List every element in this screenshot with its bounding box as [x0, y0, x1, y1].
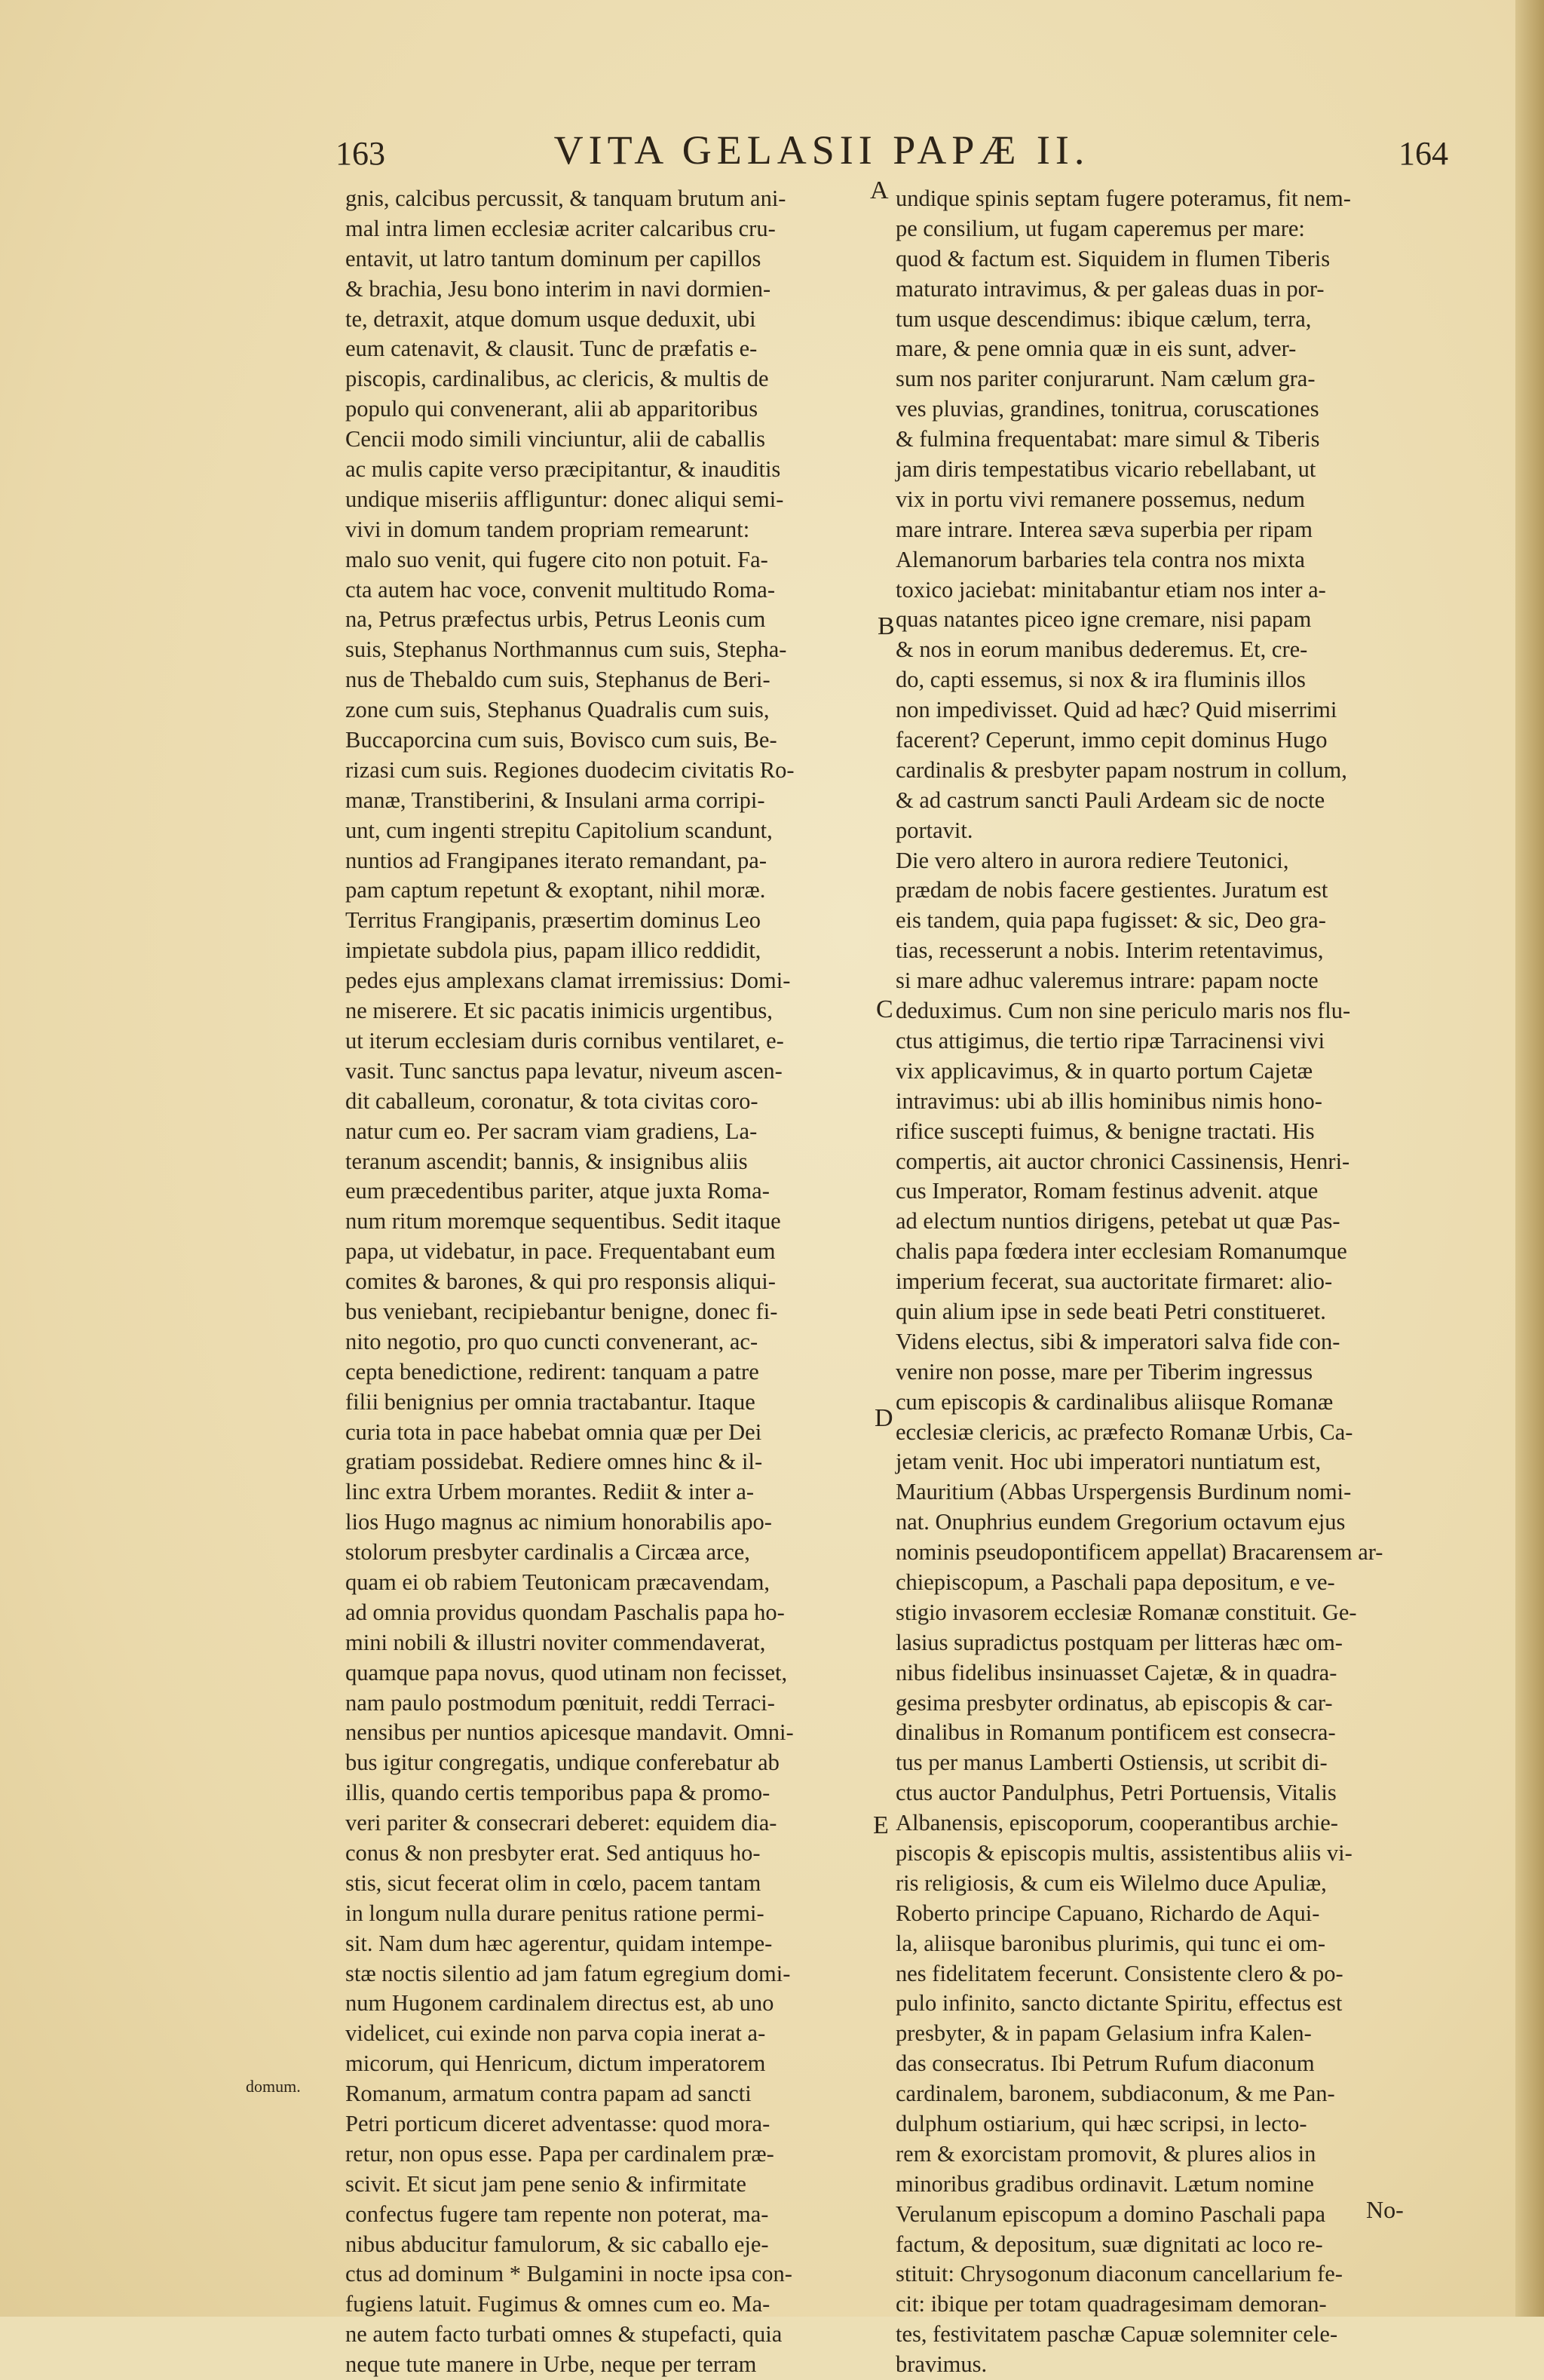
margin-note: domum. — [246, 2077, 301, 2096]
text-line: nensibus per nuntios apicesque mandavit. Omni- — [345, 1719, 794, 1746]
text-line: ecclesiæ clericis, ac præfecto Romanæ Urbis, Ca- — [896, 1418, 1353, 1445]
text-line: nibus abducitur famulorum, & sic caballo eje- — [345, 2231, 769, 2257]
text-line: bus igitur congregatis, undique conferebatur ab — [345, 1750, 780, 1776]
text-line: das consecratus. Ibi Petrum Rufum diaconum — [896, 2050, 1315, 2077]
text-line: & ad castrum sancti Pauli Ardeam sic de nocte — [896, 787, 1325, 813]
section-marker-c: C — [876, 995, 893, 1023]
text-line: ne miserere. Et sic pacatis inimicis urgentibus, — [345, 998, 773, 1024]
text-line: mare intrare. Interea sæva superbia per ripam — [896, 516, 1313, 542]
text-line: & nos in eorum manibus dederemus. Et, cre- — [896, 636, 1308, 663]
text-line: la, aliisque baronibus plurimis, qui tunc ei om- — [896, 1930, 1326, 1956]
running-header: VITA GELASII PAPÆ II. — [553, 127, 1090, 173]
text-line: intravimus: ubi ab illis hominibus nimis hono- — [896, 1087, 1322, 1114]
text-line: cepta benedictione, redirent: tanquam a patre — [345, 1358, 759, 1385]
text-line: dinalibus in Romanum pontificem est consecra- — [896, 1719, 1336, 1746]
text-line: facerent? Ceperunt, immo cepit dominus Hugo — [896, 727, 1328, 753]
text-line: neque tute manere in Urbe, neque per terram — [345, 2351, 757, 2378]
text-line: entavit, ut latro tantum dominum per capillos — [345, 245, 761, 271]
text-line: curia tota in pace habebat omnia quæ per Dei — [345, 1418, 762, 1445]
text-line: Videns electus, sibi & imperatori salva fide con- — [896, 1328, 1340, 1354]
text-line: jam diris tempestatibus vicario rebellabant, ut — [896, 456, 1316, 483]
text-line: suis, Stephanus Northmannus cum suis, Stepha- — [345, 636, 787, 663]
text-line: dulphum ostiarium, qui hæc scripsi, in lecto- — [896, 2111, 1307, 2136]
text-line: chalis papa fœdera inter ecclesiam Romanumque — [896, 1238, 1347, 1265]
text-line: piscopis, cardinalibus, ac clericis, & multis de — [345, 366, 769, 392]
text-line: Verulanum episcopum a domino Paschali papa — [896, 2201, 1326, 2227]
text-line: stis, sicut fecerat olim in cœlo, pacem tantam — [345, 1869, 761, 1896]
text-line: ris religiosis, & cum eis Wilelmo duce Apuliæ, — [896, 1869, 1327, 1896]
text-line: gnis, calcibus percussit, & tanquam brutum ani- — [345, 186, 786, 211]
text-line: prædam de nobis facere gestientes. Juratum est — [896, 877, 1328, 903]
text-line: rem & exorcistam promovit, & plures alios in — [896, 2140, 1316, 2167]
text-line: non impedivisset. Quid ad hæc? Quid miserrimi — [896, 697, 1337, 723]
text-line: lasius supradictus postquam per litteras hæc om- — [896, 1629, 1343, 1655]
text-line: Mauritium (Abbas Urspergensis Burdinum nomi- — [896, 1479, 1352, 1505]
text-line: Territus Frangipanis, præsertim dominus Leo — [345, 907, 761, 934]
text-line: quod & factum est. Siquidem in flumen Tiberis — [896, 245, 1331, 271]
text-line: stigio invasorem ecclesiæ Romanæ constituit. Ge- — [896, 1599, 1357, 1625]
section-marker-a: A — [870, 176, 889, 204]
text-line: ad electum nuntios dirigens, petebat ut quæ Pas- — [896, 1208, 1340, 1234]
text-line: ne autem facto turbati omnes & stupefacti, quia — [345, 2321, 783, 2348]
text-line: scivit. Et sicut jam pene senio & infirmitate — [345, 2170, 746, 2197]
catchword: No- — [1366, 2196, 1404, 2223]
text-line: do, capti essemus, si nox & ira fluminis illos — [896, 667, 1306, 693]
text-line: impietate subdola pius, papam illico reddidit, — [345, 937, 761, 964]
text-line: eis tandem, quia papa fugisset: & sic, Deo gra- — [896, 907, 1326, 934]
text-line: eum præcedentibus pariter, atque juxta Roma- — [345, 1178, 770, 1204]
text-line: bravimus. — [896, 2351, 988, 2378]
text-line: piscopis & episcopis multis, assistentibus aliis vi- — [896, 1839, 1353, 1866]
text-line: pulo infinito, sancto dictante Spiritu, effectus est — [896, 1990, 1343, 2017]
section-marker-b: B — [878, 612, 895, 640]
text-line: teranum ascendit; bannis, & insignibus aliis — [345, 1148, 748, 1174]
text-line: jetam venit. Hoc ubi imperatori nuntiatum est, — [896, 1449, 1322, 1475]
text-line: sum nos pariter conjurarunt. Nam cælum gra- — [896, 366, 1316, 392]
text-line: natur cum eo. Per sacram viam gradiens, La- — [345, 1118, 758, 1144]
text-line: veri pariter & consecrari deberet: equidem dia- — [345, 1810, 777, 1836]
text-line: ctus ad dominum * Bulgamini in nocte ipsa con- — [345, 2261, 792, 2287]
text-line: vivi in domum tandem propriam remearunt: — [345, 516, 750, 542]
text-line: deduximus. Cum non sine periculo maris nos flu- — [896, 998, 1351, 1024]
text-line: conus & non presbyter erat. Sed antiquus ho- — [345, 1839, 761, 1866]
text-line: cus Imperator, Romam festinus advenit. atque — [896, 1178, 1319, 1204]
text-line: mini nobili & illustri noviter commendaverat, — [345, 1629, 766, 1655]
text-line: fugiens latuit. Fugimus & omnes cum eo. Ma- — [345, 2291, 770, 2317]
text-line: illis, quando certis temporibus papa & promo- — [345, 1780, 770, 1806]
text-line: Buccaporcina cum suis, Bovisco cum suis, Be- — [345, 727, 777, 753]
text-line: stolorum presbyter cardinalis a Circæa arce, — [345, 1539, 750, 1566]
text-line: nam paulo postmodum pœnituit, reddi Terraci- — [345, 1689, 775, 1716]
text-line: gratiam possidebat. Rediere omnes hinc & il- — [345, 1449, 763, 1475]
section-marker-d: D — [875, 1404, 893, 1432]
text-line: nuntios ad Frangipanes iterato remandant, pa- — [345, 847, 767, 873]
text-line: manæ, Transtiberini, & Insulani arma corripi- — [345, 787, 765, 813]
text-line: te, detraxit, atque domum usque deduxit, ubi — [345, 305, 756, 332]
text-line: mare, & pene omnia quæ in eis sunt, adver- — [896, 336, 1297, 362]
text-line: nes fidelitatem fecerunt. Consistente clero & po- — [896, 1960, 1343, 1986]
text-line: micorum, qui Henricum, dictum imperatorem — [345, 2050, 766, 2077]
text-line: confectus fugere tam repente non poterat, ma- — [345, 2201, 769, 2227]
text-line: ac mulis capite verso præcipitantur, & inauditis — [345, 456, 781, 483]
text-line: maturato intravimus, & per galeas duas in por- — [896, 275, 1325, 302]
text-line: tias, recesserunt a nobis. Interim retentavimus, — [896, 937, 1324, 964]
text-line: chiepiscopum, a Paschali papa depositum, e ve- — [896, 1569, 1335, 1595]
text-line: bus veniebant, recipiebantur benigne, donec fi- — [345, 1298, 778, 1324]
text-line: cum episcopis & cardinalibus aliisque Romanæ — [896, 1388, 1334, 1415]
text-line: ctus auctor Pandulphus, Petri Portuensis, Vitalis — [896, 1780, 1337, 1806]
text-line: quam ei ob rabiem Teutonicam præcavendam, — [345, 1569, 770, 1595]
page-number-right: 164 — [1398, 135, 1448, 172]
text-line: sit. Nam dum hæc agerentur, quidam intempe- — [345, 1930, 773, 1956]
text-line: minoribus gradibus ordinavit. Lætum nomine — [896, 2170, 1314, 2197]
text-line: stituit: Chrysogonum diaconum cancellarium fe- — [896, 2261, 1343, 2287]
text-line: Albanensis, episcoporum, cooperantibus archie- — [896, 1810, 1338, 1836]
text-line: si mare adhuc valeremus intrare: papam nocte — [896, 968, 1319, 994]
text-line: stæ noctis silentio ad jam fatum egregium domi- — [345, 1960, 791, 1986]
text-line: vasit. Tunc sanctus papa levatur, niveum ascen- — [345, 1057, 783, 1084]
right-text-column — [896, 184, 1417, 2380]
text-line: dit caballeum, coronatur, & tota civitas coro- — [345, 1087, 758, 1114]
text-line: compertis, ait auctor chronici Cassinensis, Henri- — [896, 1148, 1350, 1174]
text-line: videlicet, cui exinde non parva copia inerat a- — [345, 2020, 766, 2047]
text-line: eum catenavit, & clausit. Tunc de præfatis e- — [345, 336, 758, 362]
text-line: rifice suscepti fuimus, & benigne tractati. His — [896, 1118, 1315, 1144]
text-line: Die vero altero in aurora rediere Teutonici, — [896, 847, 1289, 873]
text-line: num ritum moremque sequentibus. Sedit itaque — [345, 1208, 781, 1234]
text-line: Alemanorum barbaries tela contra nos mixta — [896, 546, 1305, 572]
text-line: na, Petrus præfectus urbis, Petrus Leonis cum — [345, 606, 766, 633]
text-line: portavit. — [896, 817, 973, 843]
text-line: presbyter, & in papam Gelasium infra Kalen- — [896, 2020, 1312, 2047]
text-line: ves pluvias, grandines, tonitrua, coruscationes — [896, 396, 1319, 422]
text-line: quin alium ipse in sede beati Petri constitueret. — [896, 1298, 1326, 1324]
left-text-column — [345, 184, 878, 2380]
text-line: unt, cum ingenti strepitu Capitolium scandunt, — [345, 817, 773, 843]
text-line: nito negotio, pro quo cuncti convenerant, ac- — [345, 1328, 758, 1354]
text-line: cardinalis & presbyter papam nostrum in collum, — [896, 756, 1347, 783]
section-marker-e: E — [873, 1811, 889, 1839]
text-line: pam captum repetunt & exoptant, nihil moræ. — [345, 877, 766, 903]
text-line: papa, ut videbatur, in pace. Frequentabant eum — [345, 1238, 776, 1265]
page-number-left: 163 — [335, 135, 385, 172]
text-line: undique spinis septam fugere poteramus, fit nem- — [896, 186, 1351, 211]
text-line: linc extra Urbem morantes. Rediit & inter a- — [345, 1479, 755, 1505]
text-line: lios Hugo magnus ac nimium honorabilis apo- — [345, 1509, 772, 1535]
text-line: tus per manus Lamberti Ostiensis, ut scribit di- — [896, 1750, 1328, 1776]
text-line: nibus fidelibus insinuasset Cajetæ, & in quadra- — [896, 1659, 1337, 1685]
text-line: pe consilium, ut fugam caperemus per mare: — [896, 215, 1305, 241]
text-line: cta autem hac voce, convenit multitudo Roma- — [345, 576, 775, 603]
text-line: ctus attigimus, die tertio ripæ Tarracinensi vivi — [896, 1027, 1325, 1054]
text-line: factum, & depositum, suæ dignitati ac loco re- — [896, 2231, 1323, 2257]
text-line: quamque papa novus, quod utinam non fecisset, — [345, 1659, 788, 1685]
text-line: vix in portu vivi remanere possemus, nedum — [896, 486, 1305, 512]
text-line: tum usque descendimus: ibique cælum, terra, — [896, 305, 1312, 332]
text-line: cit: ibique per totam quadragesimam demoran- — [896, 2291, 1327, 2317]
text-line: vix applicavimus, & in quarto portum Cajetæ — [896, 1057, 1313, 1084]
text-line: Cencii modo simili vinciuntur, alii de caballis — [345, 426, 765, 452]
text-line: Romanum, armatum contra papam ad sancti — [345, 2081, 752, 2107]
text-line: cardinalem, baronem, subdiaconum, & me Pan- — [896, 2081, 1335, 2107]
text-line: nat. Onuphrius eundem Gregorium octavum ejus — [896, 1509, 1346, 1535]
text-line: pedes ejus amplexans clamat irremissius: Domi- — [345, 968, 791, 994]
text-line: quas natantes piceo igne cremare, nisi papam — [896, 606, 1312, 633]
text-line: populo qui convenerant, alii ab apparitoribus — [345, 396, 758, 422]
text-line: & fulmina frequentabat: mare simul & Tiberis — [896, 426, 1320, 452]
page-spine-shadow — [1515, 0, 1544, 2317]
text-line: filii benignius per omnia tractabantur. Itaque — [345, 1388, 755, 1415]
text-line: imperium fecerat, sua auctoritate firmaret: alio- — [896, 1268, 1333, 1295]
text-line: in longum nulla durare penitus ratione permi- — [345, 1900, 764, 1926]
text-line: tes, festivitatem paschæ Capuæ solemniter cele- — [896, 2321, 1338, 2348]
text-line: toxico jaciebat: minitabantur etiam nos inter a- — [896, 576, 1326, 603]
text-line: nus de Thebaldo cum suis, Stephanus de Beri- — [345, 667, 770, 693]
text-line: retur, non opus esse. Papa per cardinalem præ- — [345, 2140, 774, 2167]
text-line: zone cum suis, Stephanus Quadralis cum suis, — [345, 697, 770, 723]
text-line: gesima presbyter ordinatus, ab episcopis & car- — [896, 1689, 1333, 1716]
text-line: malo suo venit, qui fugere cito non potuit. Fa- — [345, 546, 768, 572]
text-line: rizasi cum suis. Regiones duodecim civitatis Ro- — [345, 756, 795, 783]
text-line: ad omnia providus quondam Paschalis papa ho- — [345, 1599, 785, 1625]
text-line: nominis pseudopontificem appellat) Bracarensem ar- — [896, 1539, 1383, 1566]
text-line: ut iterum ecclesiam duris cornibus ventilaret, e- — [345, 1027, 784, 1054]
text-line: num Hugonem cardinalem directus est, ab uno — [345, 1990, 774, 2017]
text-line: mal intra limen ecclesiæ acriter calcaribus cru- — [345, 215, 776, 241]
text-line: Petri porticum diceret adventasse: quod mora- — [345, 2111, 770, 2136]
text-line: undique miseriis affliguntur: donec aliqui semi- — [345, 486, 784, 512]
text-line: comites & barones, & qui pro responsis aliqui- — [345, 1268, 776, 1295]
text-line: venire non posse, mare per Tiberim ingressus — [896, 1358, 1313, 1385]
text-line: Roberto principe Capuano, Richardo de Aqui- — [896, 1900, 1320, 1926]
text-line: & brachia, Jesu bono interim in navi dormien- — [345, 275, 771, 302]
